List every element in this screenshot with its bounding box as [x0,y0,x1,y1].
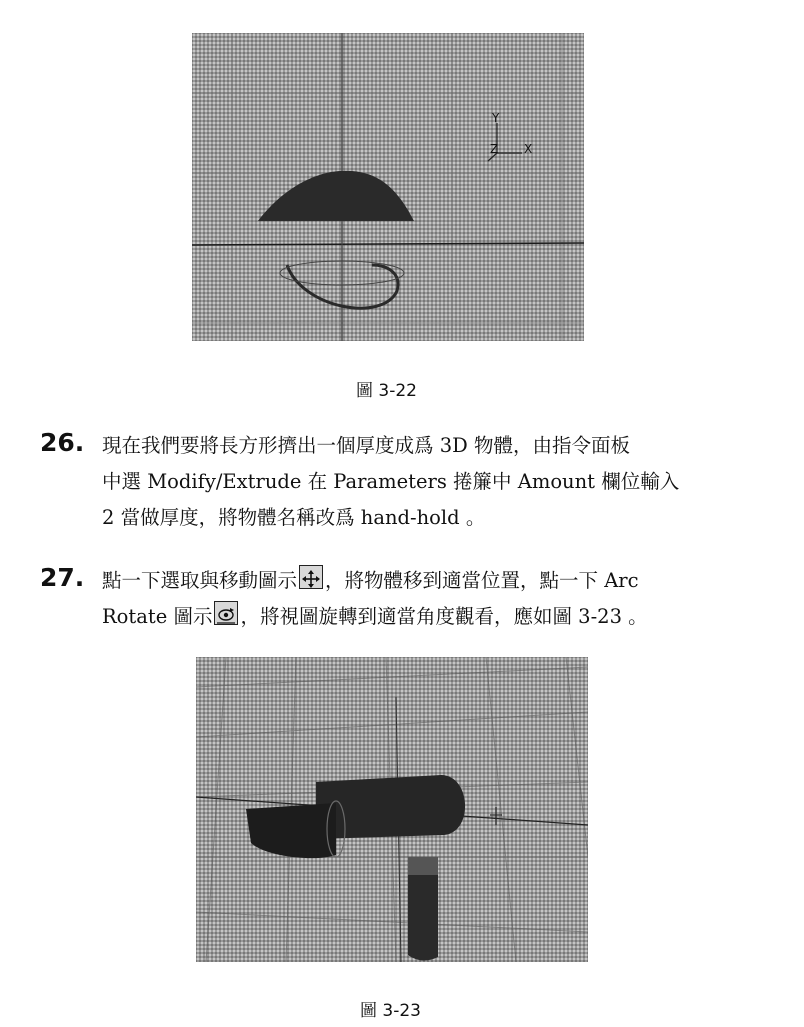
cylinder-body [316,775,465,839]
figure-3-22-drawing [192,33,584,341]
step-text-line [102,563,782,599]
axis-label-y: Y [492,111,500,125]
step-text-fragment: 點一下選取與移動圖示 [102,569,298,592]
step-number: 27. [40,563,85,592]
step-text-fragment: ，將物體移到適當位置，點一下 Arc [325,569,639,592]
handle-top [408,857,438,875]
step-number: 26. [40,428,85,457]
axis-label-z: Z [490,142,499,156]
figure-3-23-drawing [196,657,588,962]
step-text-line [102,599,782,635]
x-axis-line [192,243,584,245]
nozzle-front [246,803,336,858]
arc-rotate-icon [214,601,238,625]
step-text-fragment: Rotate 圖示 [102,605,213,628]
figure-3-22-caption: 圖 3-22 [356,381,417,401]
step-text [102,428,782,536]
step-text [102,563,782,635]
figure-3-22-viewport [192,33,584,341]
step-text-line: 中選 Modify/Extrude 在 Parameters 捲簾中 Amount 欄位輸入 [102,470,680,493]
select-and-move-icon [299,565,323,589]
step-text-line: 2 當做厚度，將物體名稱改爲 hand-hold 。 [102,506,486,529]
figure-3-23-viewport [196,657,588,962]
axis-gizmo [490,807,502,825]
step-text-line: 現在我們要將長方形擠出一個厚度成爲 3D 物體，由指令面板 [102,434,630,457]
dome-shape [258,171,414,221]
axis-label-x: X [524,142,533,156]
step-text-fragment: ，將視圖旋轉到適當角度觀看，應如圖 3-23 。 [240,605,648,628]
figure-3-23-caption: 圖 3-23 [360,1001,421,1021]
